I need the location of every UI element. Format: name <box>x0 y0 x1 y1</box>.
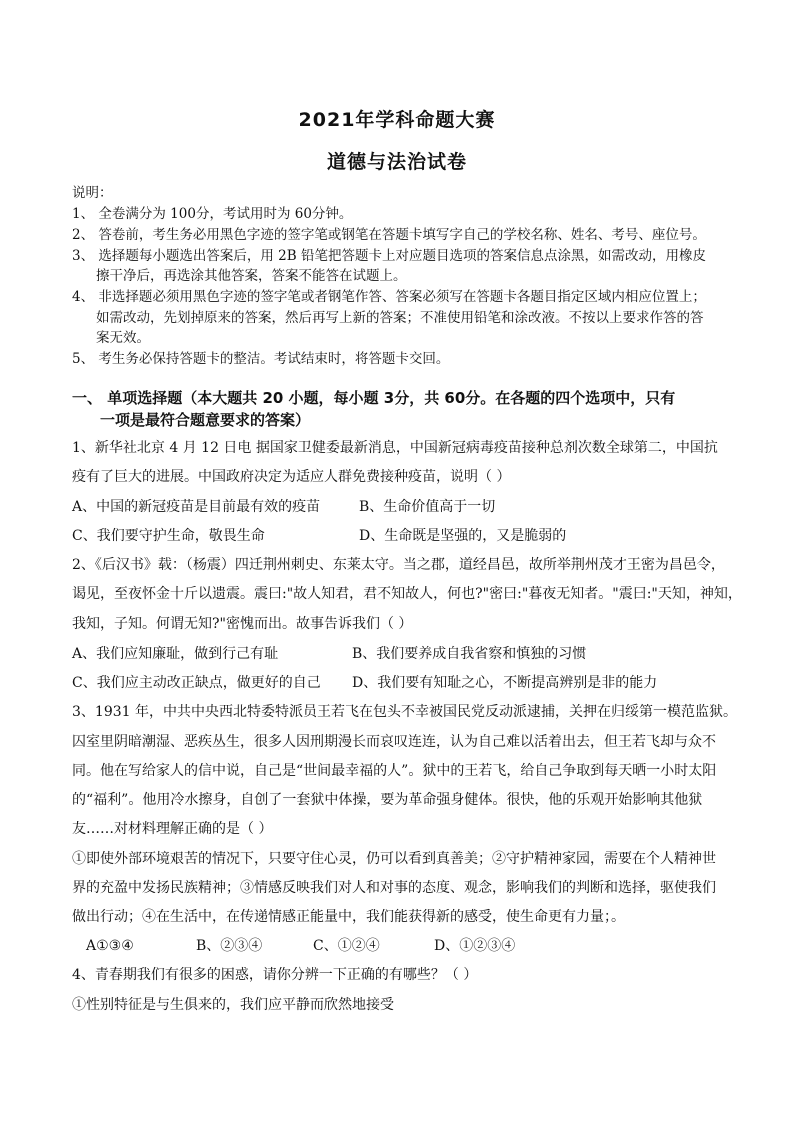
exam-subject-title: 道德与法治试卷 <box>326 151 467 173</box>
instruction-1: 1、 全卷满分为 100分，考试用时为 60分钟。 <box>72 206 353 222</box>
option-b: B、②③④ <box>196 938 263 954</box>
option-c: C、我们要守护生命，敬畏生命 <box>72 528 265 544</box>
question-text: 4、青春期我们有很多的困惑，请你分辨一下正确的有哪些？（ ） <box>72 967 478 983</box>
instructions-label: 说明： <box>72 185 113 201</box>
question-text: 我知，子知。何谓无知?"密愧而出。故事告诉我们（ ） <box>72 616 413 632</box>
instruction-4: 4、 非选择题必须用黑色字迹的签字笔或者钢笔作答、答案必须写在答题卡各题目指定区域内相应位置上； <box>72 289 706 305</box>
section-heading: 一、 单项选择题（本大题共 20 小题，每小题 3分，共 60分。在各题的四个选项中，只有 <box>72 389 676 407</box>
question-text: 3、1931 年，中共中央西北特委特派员王若飞在包头不幸被国民党反动派逮捕，关押在归绥第一模范监狱。 <box>72 704 737 720</box>
option-d: D、生命既是坚强的，又是脆弱的 <box>359 528 567 544</box>
instruction-3-cont: 擦干净后，再选涂其他答案，答案不能答在试题上。 <box>96 268 407 284</box>
question-text: 疫有了巨大的进展。中国政府决定为适应人群免费接种疫苗，说明（ ） <box>72 469 511 485</box>
question-text: 同。他在写给家人的信中说，自己是“世间最幸福的人”。狱中的王若飞，给自己争取到每天晒一小时太阳 <box>72 763 717 779</box>
question-text: 做出行动；④在生活中，在传递情感正能量中，我们能获得新的感受，使生命更有力量；。 <box>72 909 625 925</box>
instruction-4-cont2: 案无效。 <box>96 330 150 346</box>
question-text: 的“福利”。他用冷水擦身，自创了一套狱中体操，要为革命强身健体。很快，他的乐观开始影响其他狱 <box>72 792 703 808</box>
option-d: D、我们要有知耻之心，不断提高辨别是非的能力 <box>352 675 658 691</box>
question-text: 囚室里阴暗潮湿、恶疾丛生，很多人因刑期漫长而哀叹连连，认为自己难以活着出去，但王若飞却与众不 <box>72 734 716 750</box>
question-text: 2、《后汉书》载：（杨震）四迁荆州刺史、东莱太守。当之郡，道经昌邑，故所举荆州茂才王密为昌邑令， <box>72 557 725 573</box>
option-a: A、我们应知廉耻，做到行己有耻 <box>72 646 279 662</box>
exam-title: 2021年学科命题大赛 <box>298 109 496 131</box>
option-b: B、我们要养成自我省察和慎独的习惯 <box>352 646 587 662</box>
question-text: 谒见，至夜怀金十斤以遗震。震曰:"故人知君，君不知故人，何也?"密曰:"暮夜无知者。"震曰:"天知，神知， <box>72 586 742 602</box>
option-c: C、①②④ <box>313 938 380 954</box>
question-text: ①即使外部环境艰苦的情况下，只要守住心灵，仍可以看到真善美；②守护精神家园，需要在个人精神世 <box>72 851 716 867</box>
section-heading-cont: 一项是最符合题意要求的答案） <box>100 411 311 429</box>
option-a: A①③④ <box>86 938 134 954</box>
instruction-3: 3、 选择题每小题选出答案后，用 2B 铅笔把答题卡上对应题目选项的答案信息点涂黑，如需改动，用橡皮 <box>72 248 706 264</box>
question-text: ①性别特征是与生俱来的，我们应平静而欣然地接受 <box>72 997 394 1013</box>
option-c: C、我们应主动改正缺点，做更好的自己 <box>72 675 321 691</box>
instruction-5: 5、 考生务必保持答题卡的整洁。考试结束时，将答题卡交回。 <box>72 351 450 367</box>
question-text: 友……对材料理解正确的是（ ） <box>72 821 273 837</box>
question-text: 1、新华社北京 4 月 12 日电 据国家卫健委最新消息，中国新冠病毒疫苗接种总剂次数全球第二，中国抗 <box>72 440 718 456</box>
option-a: A、中国的新冠疫苗是目前最有效的疫苗 <box>72 499 321 515</box>
question-text: 界的充盈中发扬民族精神；③情感反映我们对人和对事的态度、观念，影响我们的判断和选择，驱使我们 <box>72 880 716 896</box>
option-d: D、①②③④ <box>434 938 516 954</box>
option-b: B、生命价值高于一切 <box>359 499 496 515</box>
instruction-4-cont: 如需改动，先划掉原来的答案，然后再写上新的答案；不准使用铅笔和涂改液。不按以上要求作答的答 <box>96 310 704 326</box>
instruction-2: 2、 答卷前，考生务必用黑色字迹的签字笔或钢笔在答题卡填写字自己的学校名称、姓名、考号、座位号。 <box>72 227 706 243</box>
